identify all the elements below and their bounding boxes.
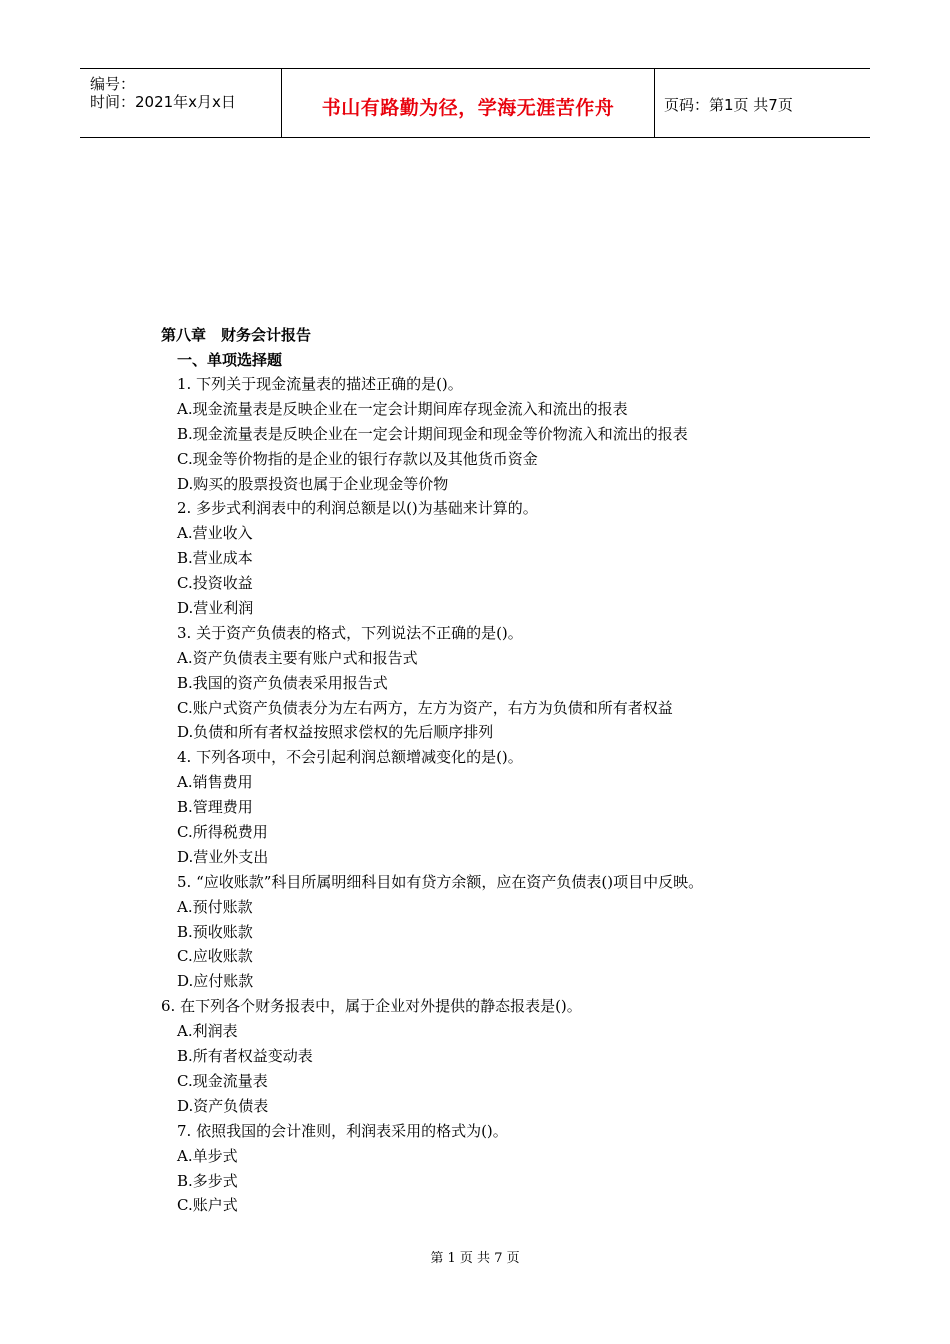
chapter-title: 第八章 财务会计报告 — [161, 326, 312, 344]
option-text: B.管理费用 — [177, 798, 253, 817]
time-label: 时间：2021年x月x日 — [90, 93, 236, 111]
page-footer: 第 1 页 共 7 页 — [430, 1251, 520, 1266]
question-list — [0, 372, 950, 1218]
option-text: A.销售费用 — [177, 773, 253, 792]
option-text: D.负债和所有者权益按照求偿权的先后顺序排列 — [177, 723, 494, 742]
option-text: B.预收账款 — [177, 922, 253, 941]
document-header — [80, 68, 870, 138]
option-text: D.营业外支出 — [177, 847, 269, 866]
option-text: B.现金流量表是反映企业在一定会计期间现金和现金等价物流入和流出的报表 — [177, 424, 688, 443]
question-text: 2. 多步式利润表中的利润总额是以()为基础来计算的。 — [177, 499, 538, 518]
option-text: C.现金等价物指的是企业的银行存款以及其他货币资金 — [177, 449, 538, 468]
option-text: C.账户式 — [177, 1196, 238, 1215]
option-text: A.营业收入 — [177, 524, 253, 543]
header-page-cell — [655, 69, 870, 137]
option-text: B.我国的资产负债表采用报告式 — [177, 673, 388, 692]
header-info-cell — [80, 69, 282, 137]
header-motto-cell — [282, 69, 655, 137]
option-text: C.投资收益 — [177, 574, 253, 593]
option-text: A.预付账款 — [177, 897, 253, 916]
option-text: C.应收账款 — [177, 947, 253, 966]
question-text: 4. 下列各项中，不会引起利润总额增减变化的是()。 — [177, 748, 523, 767]
motto-text: 书山有路勤为径，学海无涯苦作舟 — [321, 97, 615, 119]
option-text: C.现金流量表 — [177, 1071, 268, 1090]
option-text: D.资产负债表 — [177, 1096, 269, 1115]
option-text: A.资产负债表主要有账户式和报告式 — [177, 648, 418, 667]
option-text: A.现金流量表是反映企业在一定会计期间库存现金流入和流出的报表 — [177, 399, 628, 418]
option-text: C.所得税费用 — [177, 823, 268, 842]
option-text: B.所有者权益变动表 — [177, 1047, 313, 1066]
page-info: 页码：第1页 共7页 — [664, 96, 793, 114]
question-text: 3. 关于资产负债表的格式，下列说法不正确的是()。 — [177, 623, 523, 642]
option-text: D.购买的股票投资也属于企业现金等价物 — [177, 474, 449, 493]
question-text: 5. “应收账款”科目所属明细科目如有贷方余额，应在资产负债表()项目中反映。 — [177, 872, 704, 891]
number-label: 编号： — [90, 75, 136, 93]
option-text: A.利润表 — [177, 1022, 238, 1041]
option-text: B.营业成本 — [177, 549, 253, 568]
option-text: B.多步式 — [177, 1171, 238, 1190]
section-title: 一、单项选择题 — [177, 351, 283, 369]
question-text: 7. 依照我国的会计准则，利润表采用的格式为()。 — [177, 1121, 508, 1140]
option-text: C.账户式资产负债表分为左右两方，左方为资产，右方为负债和所有者权益 — [177, 698, 673, 717]
option-text: A.单步式 — [177, 1146, 238, 1165]
option-text: D.营业利润 — [177, 599, 254, 618]
question-text: 1. 下列关于现金流量表的描述正确的是()。 — [177, 375, 463, 393]
option-text: D.应付账款 — [177, 972, 254, 991]
question-text: 6. 在下列各个财务报表中，属于企业对外提供的静态报表是()。 — [161, 997, 582, 1016]
